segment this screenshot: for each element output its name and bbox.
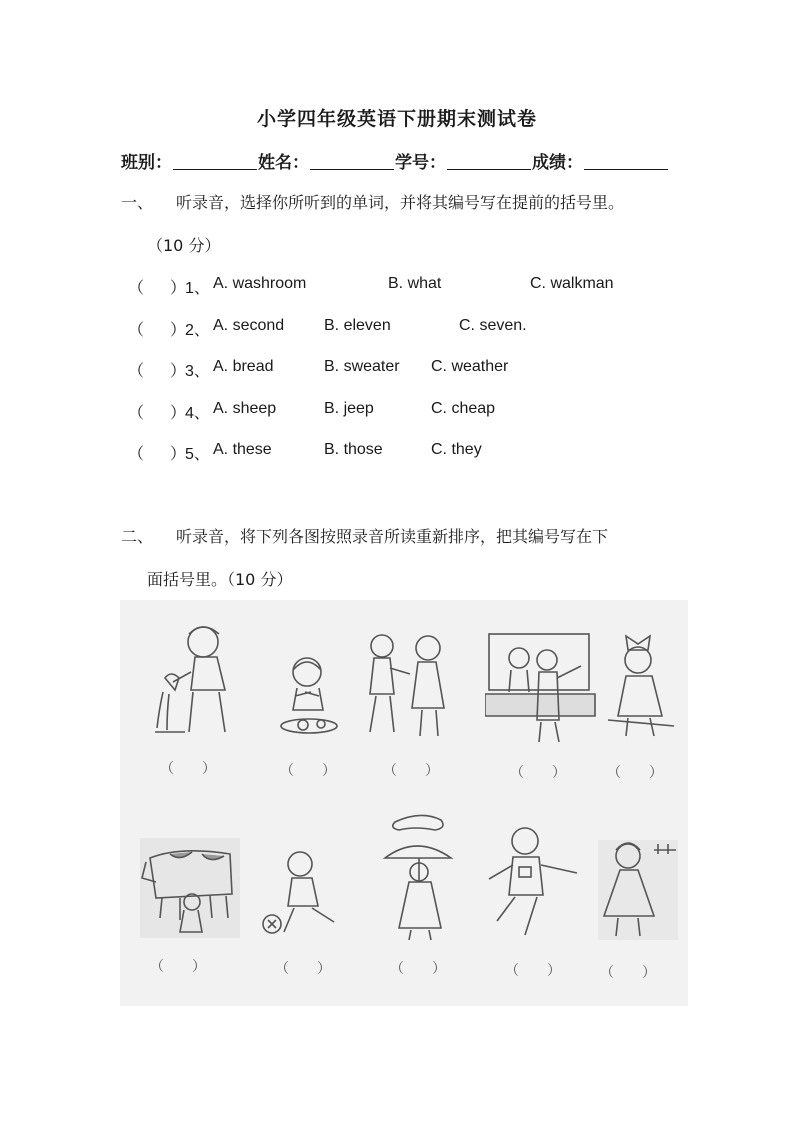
name-blank[interactable] [310, 151, 394, 170]
option-c: C. seven. [459, 317, 527, 334]
section1-instruction: 听录音，选择你所听到的单词，并将其编号写在提前的括号里。 [176, 193, 625, 212]
picture-answer-paren[interactable]: （ ） [607, 765, 663, 781]
picture-answer-paren[interactable]: （ ） [383, 763, 439, 779]
section2-number: 二、 [121, 527, 154, 546]
picture-answer-paren[interactable]: （ ） [505, 963, 561, 979]
option-a: A. bread [213, 358, 274, 375]
two-boys-talking-picture [360, 628, 460, 743]
answer-paren-open[interactable]: （ [128, 405, 145, 422]
section2-heading [121, 524, 608, 547]
score-label: 成绩： [532, 153, 583, 173]
answer-paren-open[interactable]: （ [128, 280, 145, 297]
kids-at-window-picture [485, 630, 600, 745]
picture-answer-paren[interactable]: （ ） [600, 965, 656, 981]
cow-and-girl-picture [140, 838, 240, 938]
answer-paren-close[interactable]: ） [170, 405, 187, 422]
score-blank[interactable] [584, 151, 668, 170]
option-a: A. these [213, 441, 272, 458]
option-a: A. sheep [213, 400, 277, 417]
option-b: B. sweater [324, 358, 400, 375]
option-c: C. cheap [431, 400, 496, 417]
student-id-label: 学号： [395, 153, 446, 173]
student-id-blank[interactable] [447, 151, 531, 170]
section2-instruction-cont: 面括号里。（10 分） [147, 570, 293, 589]
option-c: C. weather [431, 358, 509, 375]
student-info-line [121, 147, 669, 173]
class-blank[interactable] [173, 151, 257, 170]
boy-kicking-ball-picture [260, 848, 355, 938]
section1-number: 一、 [121, 193, 154, 212]
picture-answer-paren[interactable]: （ ） [160, 761, 216, 777]
page-title: 小学四年级英语下册期末测试卷 [256, 108, 537, 130]
answer-paren-open[interactable]: （ [128, 446, 145, 463]
option-a: A. second [213, 317, 285, 334]
question-number: 2、 [185, 322, 210, 339]
girl-eating-picture [275, 650, 350, 740]
question-number: 3、 [185, 363, 210, 380]
girl-in-dress-picture [598, 830, 678, 945]
question-number: 5、 [185, 446, 210, 463]
picture-panel [120, 600, 688, 1006]
class-label: 班别： [121, 153, 172, 173]
picture-answer-paren[interactable]: （ ） [390, 961, 446, 977]
option-a: A. washroom [213, 275, 307, 292]
picture-answer-paren[interactable]: （ ） [275, 961, 331, 977]
boy-dancing-picture [485, 825, 585, 945]
answer-paren-open[interactable]: （ [128, 363, 145, 380]
option-b: B. those [324, 441, 383, 458]
answer-paren-close[interactable]: ） [170, 280, 187, 297]
question-number: 4、 [185, 405, 210, 422]
child-with-umbrella-picture [375, 812, 465, 942]
option-c: C. walkman [530, 275, 614, 292]
question-number: 1、 [185, 280, 210, 297]
answer-paren-open[interactable]: （ [128, 322, 145, 339]
section2-instruction: 听录音，将下列各图按照录音所读重新排序，把其编号写在下 [176, 527, 609, 546]
answer-paren-close[interactable]: ） [170, 322, 187, 339]
section1-heading [121, 190, 624, 213]
section1-points: （10 分） [147, 236, 221, 255]
option-b: B. what [388, 275, 442, 292]
answer-paren-close[interactable]: ） [170, 446, 187, 463]
option-b: B. jeep [324, 400, 374, 417]
picture-answer-paren[interactable]: （ ） [280, 763, 336, 779]
answer-paren-close[interactable]: ） [170, 363, 187, 380]
name-label: 姓名： [258, 153, 309, 173]
option-c: C. they [431, 441, 482, 458]
picture-answer-paren[interactable]: （ ） [150, 959, 206, 975]
girl-with-bow-picture [608, 630, 678, 740]
option-b: B. eleven [324, 317, 391, 334]
boy-watering-flowers-picture [155, 620, 240, 740]
picture-answer-paren[interactable]: （ ） [510, 765, 566, 781]
